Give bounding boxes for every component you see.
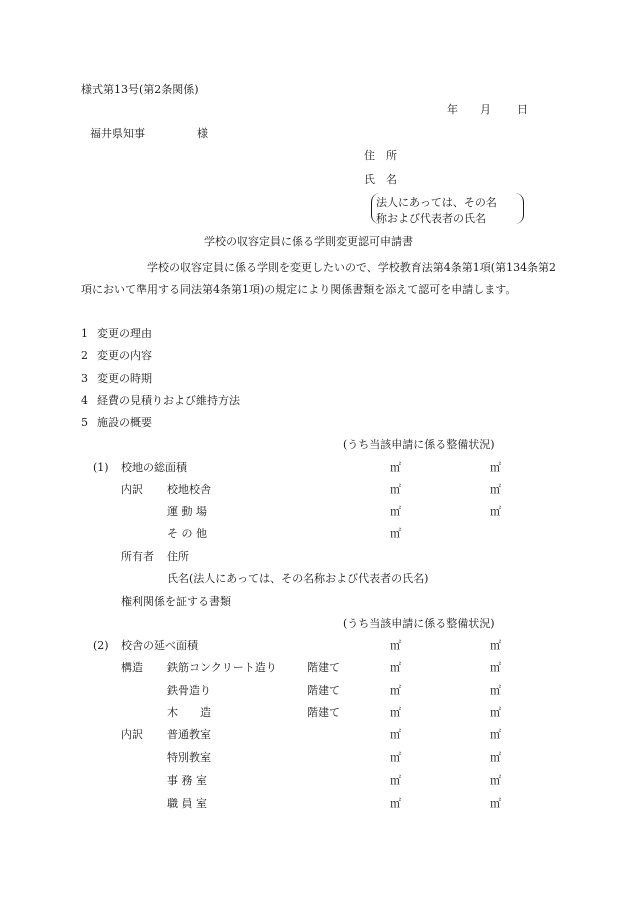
date-year-label: 年 <box>447 103 458 116</box>
item-5-label: 施設の概要 <box>97 416 152 429</box>
section2-label: 校舎の延べ面積 <box>121 639 198 652</box>
unit-s2-total: ㎡ <box>390 639 401 652</box>
section1-number: (1) <box>93 461 109 474</box>
unit-s1-row2-status: ㎡ <box>490 505 501 518</box>
section1-row-1: 校地校舎 <box>167 483 211 496</box>
floors-1: 階建て <box>307 661 340 674</box>
structure-3: 木 造 <box>167 706 211 719</box>
room-1: 普通教室 <box>167 728 211 741</box>
section1-owner-address: 住所 <box>167 550 189 563</box>
document-title: 学校の収容定員に係る学則変更認可申請書 <box>204 235 413 248</box>
section1-row-3: そ の 他 <box>167 527 207 540</box>
unit-s2-total-status: ㎡ <box>490 639 501 652</box>
section2-breakdown-label: 内訳 <box>121 728 143 741</box>
unit-s2-room3-status: ㎡ <box>490 774 501 787</box>
room-4: 職 員 室 <box>167 797 207 810</box>
applicant-name-label: 氏 名 <box>364 173 397 186</box>
floors-2: 階建て <box>307 684 340 697</box>
unit-s2-struct3-status: ㎡ <box>490 706 501 719</box>
structure-1: 鉄筋コンクリート造り <box>167 661 277 674</box>
item-3-number: 3 <box>81 372 88 385</box>
section1-breakdown-label: 内訳 <box>121 483 143 496</box>
unit-s2-struct3: ㎡ <box>390 706 401 719</box>
date-month-label: 月 <box>480 103 491 116</box>
addressee-honorific: 様 <box>197 127 208 140</box>
section1-row-2: 運 動 場 <box>167 505 207 518</box>
unit-s1-total: ㎡ <box>390 461 401 474</box>
status-note-1: (うち当該申請に係る整備状況) <box>343 438 495 451</box>
item-2-label: 変更の内容 <box>97 349 152 362</box>
item-5-number: 5 <box>81 416 88 429</box>
unit-s2-room2-status: ㎡ <box>490 751 501 764</box>
applicant-note-line2: 称および代表者の氏名 <box>376 212 486 225</box>
structure-2: 鉄骨造り <box>167 684 211 697</box>
section1-label: 校地の総面積 <box>121 461 187 474</box>
unit-s1-row1-status: ㎡ <box>490 483 501 496</box>
unit-s1-row1: ㎡ <box>390 483 401 496</box>
unit-s2-room2: ㎡ <box>390 751 401 764</box>
item-4-label: 経費の見積りおよび維持方法 <box>97 394 240 407</box>
section1-owner-name: 氏名(法人にあっては、その名称および代表者の氏名) <box>167 572 429 585</box>
applicant-note-line1: 法人にあっては、その名 <box>376 196 497 209</box>
section2-number: (2) <box>93 639 109 652</box>
unit-s2-struct2-status: ㎡ <box>490 684 501 697</box>
floors-3: 階建て <box>307 706 340 719</box>
body-paragraph <box>81 257 559 301</box>
unit-s2-room4-status: ㎡ <box>490 797 501 810</box>
section2-structure-label: 構造 <box>121 661 143 674</box>
unit-s1-row3: ㎡ <box>390 527 401 540</box>
unit-s2-struct2: ㎡ <box>390 684 401 697</box>
addressee-name: 福井県知事 <box>90 127 145 140</box>
unit-s2-room1-status: ㎡ <box>490 728 501 741</box>
room-3: 事 務 室 <box>167 774 207 787</box>
item-2-number: 2 <box>81 349 88 362</box>
form-number: 様式第13号(第2条関係) <box>81 83 199 96</box>
item-1-label: 変更の理由 <box>97 327 152 340</box>
item-4-number: 4 <box>81 394 88 407</box>
status-note-2: (うち当該申請に係る整備状況) <box>343 617 495 630</box>
body-text: 学校の収容定員に係る学則を変更したいので、学校教育法第4条第1項(第134条第2項において準用する同法第4条第1項)の規定により関係書類を添えて認可を申請します。 <box>81 261 557 296</box>
applicant-address-label: 住 所 <box>364 149 397 162</box>
unit-s2-struct1-status: ㎡ <box>490 661 501 674</box>
section1-owner-label: 所有者 <box>121 550 154 563</box>
unit-s1-row2: ㎡ <box>390 505 401 518</box>
date-day-label: 日 <box>517 103 528 116</box>
item-3-label: 変更の時期 <box>97 372 152 385</box>
unit-s1-total-status: ㎡ <box>490 461 501 474</box>
unit-s2-room1: ㎡ <box>390 728 401 741</box>
section1-rights-docs: 権利関係を証する書類 <box>121 595 231 608</box>
item-1-number: 1 <box>81 327 88 340</box>
unit-s2-room3: ㎡ <box>390 774 401 787</box>
room-2: 特別教室 <box>167 751 211 764</box>
unit-s2-room4: ㎡ <box>390 797 401 810</box>
unit-s2-struct1: ㎡ <box>390 661 401 674</box>
